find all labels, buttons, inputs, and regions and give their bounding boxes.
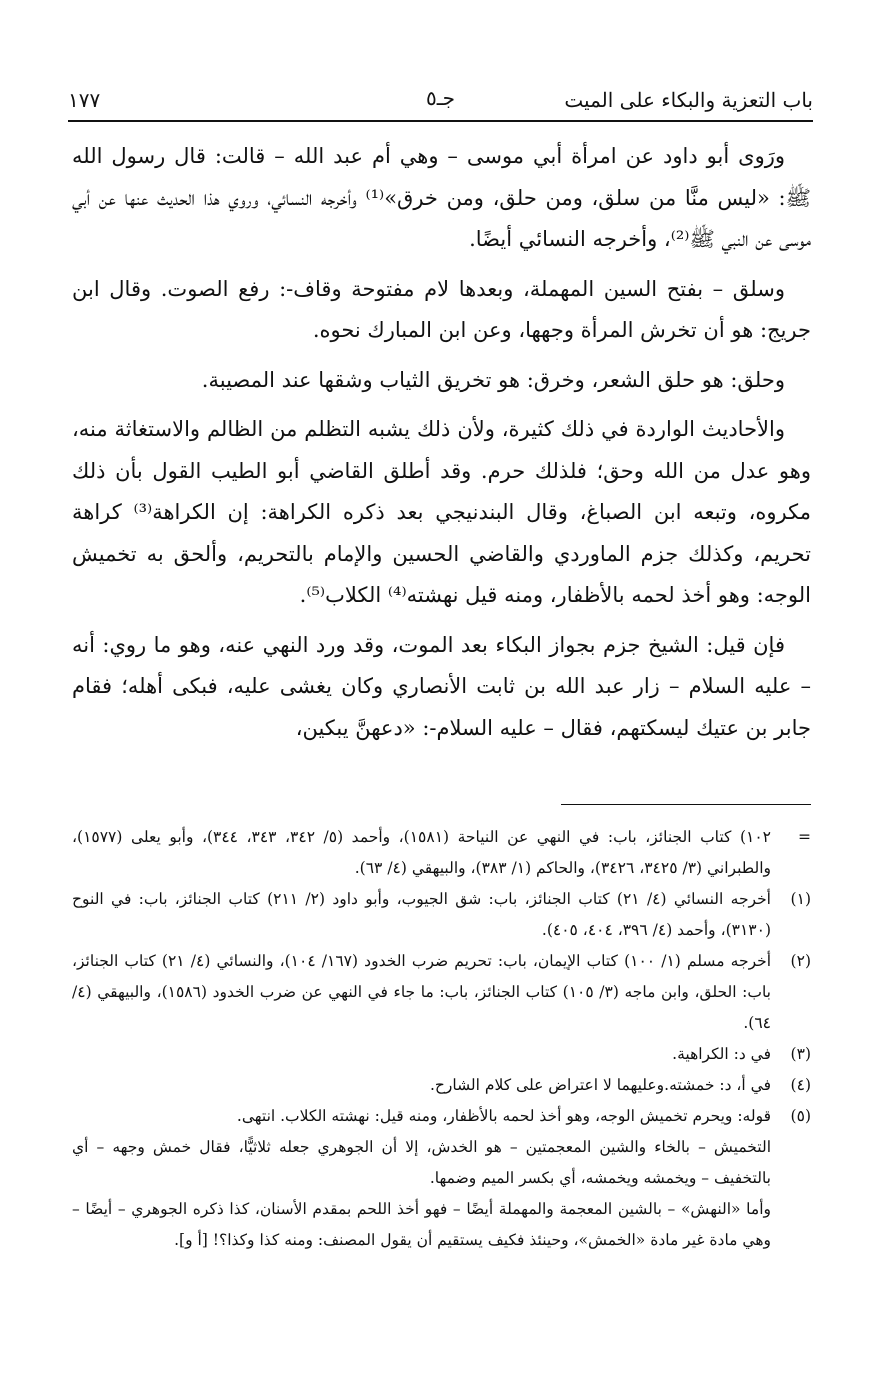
page-number: ١٧٧ bbox=[68, 88, 101, 112]
footnote-text: أخرجه مسلم (١/ ١٠٠) كتاب الإيمان، باب: تحريم ضرب الخدود (١٦٧/ ١٠٤)، والنسائي (٤/ ٢١) كتاب الجنائز، باب: الحلق، وابن ماجه (٣/ ١٠٥) كتاب الجنائز، باب: ما جاء في النهي عن ضرب الخدود (١٥٨٦)، والبيهقي (٤/ ٦٤). bbox=[72, 952, 772, 1032]
footnote-5-line: قوله: ويحرم تخميش الوجه، وهو أخذ لحمه بالأظفار، ومنه قيل: نهشته الكلاب. انتهى. bbox=[236, 1107, 771, 1125]
footnote-text: في د: الكراهية. bbox=[672, 1045, 771, 1063]
running-header bbox=[68, 72, 813, 112]
footnote-3 bbox=[72, 1039, 811, 1070]
footnote-1 bbox=[72, 884, 811, 946]
paragraph: والأحاديث الواردة في ذلك كثيرة، ولأن ذلك يشبه التظلم من الظالم والاستغاثة منه، وهو عدل من الله وحق؛ فلذلك حرم. وقد أطلق القاضي أبو الطيب القول بأن ذلك مكروه، وتبعه ابن الصباغ، وقال البندنيجي بعد ذكره الكراهة: إن الكراهة⁽³⁾ كراهة تحريم، وكذلك جزم الماوردي والقاضي الحسين والإمام بالتحريم، وألحق به تخميش الوجه: وهو أخذ لحمه بالأظفار، ومنه قيل نهشته⁽⁴⁾ الكلاب⁽⁵⁾. bbox=[72, 417, 811, 607]
footnote-5 bbox=[72, 1101, 811, 1256]
footnote-text: ١٠٢) كتاب الجنائز، باب: في النهي عن النياحة (١٥٨١)، وأحمد (٥/ ٣٤٢، ٣٤٣، ٣٤٤)، وأبو يعلى (١٥٧٧)، والطبراني (٣/ ٣٤٢٥، ٣٤٢٦)، والحاكم (١/ ٣٨٣)، والبيهقي (٤/ ٦٣). bbox=[72, 828, 771, 877]
footnote-number: (١) bbox=[790, 890, 811, 908]
footnote-5-paragraph: التخميش – بالخاء والشين المعجمتين – هو الخدش، إلا أن الجوهري جعله ثلاثيًّا، فقال خمش وجهه – أي بالتخفيف – ويخمشه ويخمشه، أي بكسر الميم وضمها. bbox=[72, 1138, 771, 1187]
paragraph: ورَوى أبو داود عن امرأة أبي موسى – وهي أم عبد الله – قالت: قال رسول الله ﷺ: «ليس منَّا من سلق، ومن حلق، ومن خرق»⁽¹⁾ وأخرجه النسائي، وروي هذا الحديث عنها عن أبي موسى عن النبي ﷺ⁽²⁾، وأخرجه النسائي أيضًا. bbox=[72, 144, 811, 251]
footnote-number: (٥) bbox=[790, 1107, 811, 1125]
footnote-number: (٣) bbox=[790, 1045, 811, 1063]
footnote-4 bbox=[72, 1070, 811, 1101]
footnote-text: في أ، د: خمشته.وعليهما لا اعتراض على كلام الشارح. bbox=[429, 1076, 771, 1094]
footnote-number: (٢) bbox=[790, 952, 811, 970]
footnote-text: أخرجه النسائي (٤/ ٢١) كتاب الجنائز، باب: شق الجيوب، وأبو داود (٢/ ٢١١) كتاب الجنائز، باب: في النوح (٣١٣٠)، وأحمد (٤/ ٣٩٦، ٤٠٤، ٤٠٥). bbox=[72, 890, 771, 939]
footnotes bbox=[72, 822, 811, 1256]
header-rule bbox=[68, 120, 813, 122]
paragraph: وحلق: هو حلق الشعر، وخرق: هو تخريق الثياب وشقها عند المصيبة. bbox=[201, 367, 785, 392]
footnote-2 bbox=[72, 946, 811, 1039]
footnote-text bbox=[72, 1101, 771, 1256]
footnote-continuation-mark: = bbox=[798, 828, 811, 846]
footnote-separator bbox=[561, 804, 811, 805]
paragraph: فإن قيل: الشيخ جزم بجواز البكاء بعد الموت، وقد ورد النهي عنه، وهو ما روي: أنه – عليه السلام – زار عبد الله بن ثابت الأنصاري وكان يغشى عليه، فبكى أهله؛ فقام جابر بن عتيك ليسكتهم، فقال – عليه السلام-: «دعهنَّ يبكين، bbox=[72, 632, 811, 740]
chapter-title: باب التعزية والبكاء على الميت bbox=[564, 88, 813, 112]
main-text bbox=[72, 136, 811, 757]
footnote-number: (٤) bbox=[790, 1076, 811, 1094]
volume-label: جـ٥ bbox=[426, 86, 455, 110]
paragraph: وسلق – بفتح السين المهملة، وبعدها لام مفتوحة وقاف-: رفع الصوت. وقال ابن جريج: هو أن تخرش المرأة وجهها، وعن ابن المبارك نحوه. bbox=[72, 276, 811, 342]
footnote-5-paragraph: وأما «النهش» – بالشين المعجمة والمهملة أيضًا – فهو أخذ اللحم بمقدم الأسنان، كذا ذكره الجوهري – أيضًا – وهي مادة غير مادة «الخمش»، وحينئذ فكيف يستقيم أن يقول المصنف: ومنه كذا وكذا؟! [أ و]. bbox=[72, 1200, 771, 1249]
footnote-continuation bbox=[72, 822, 811, 884]
